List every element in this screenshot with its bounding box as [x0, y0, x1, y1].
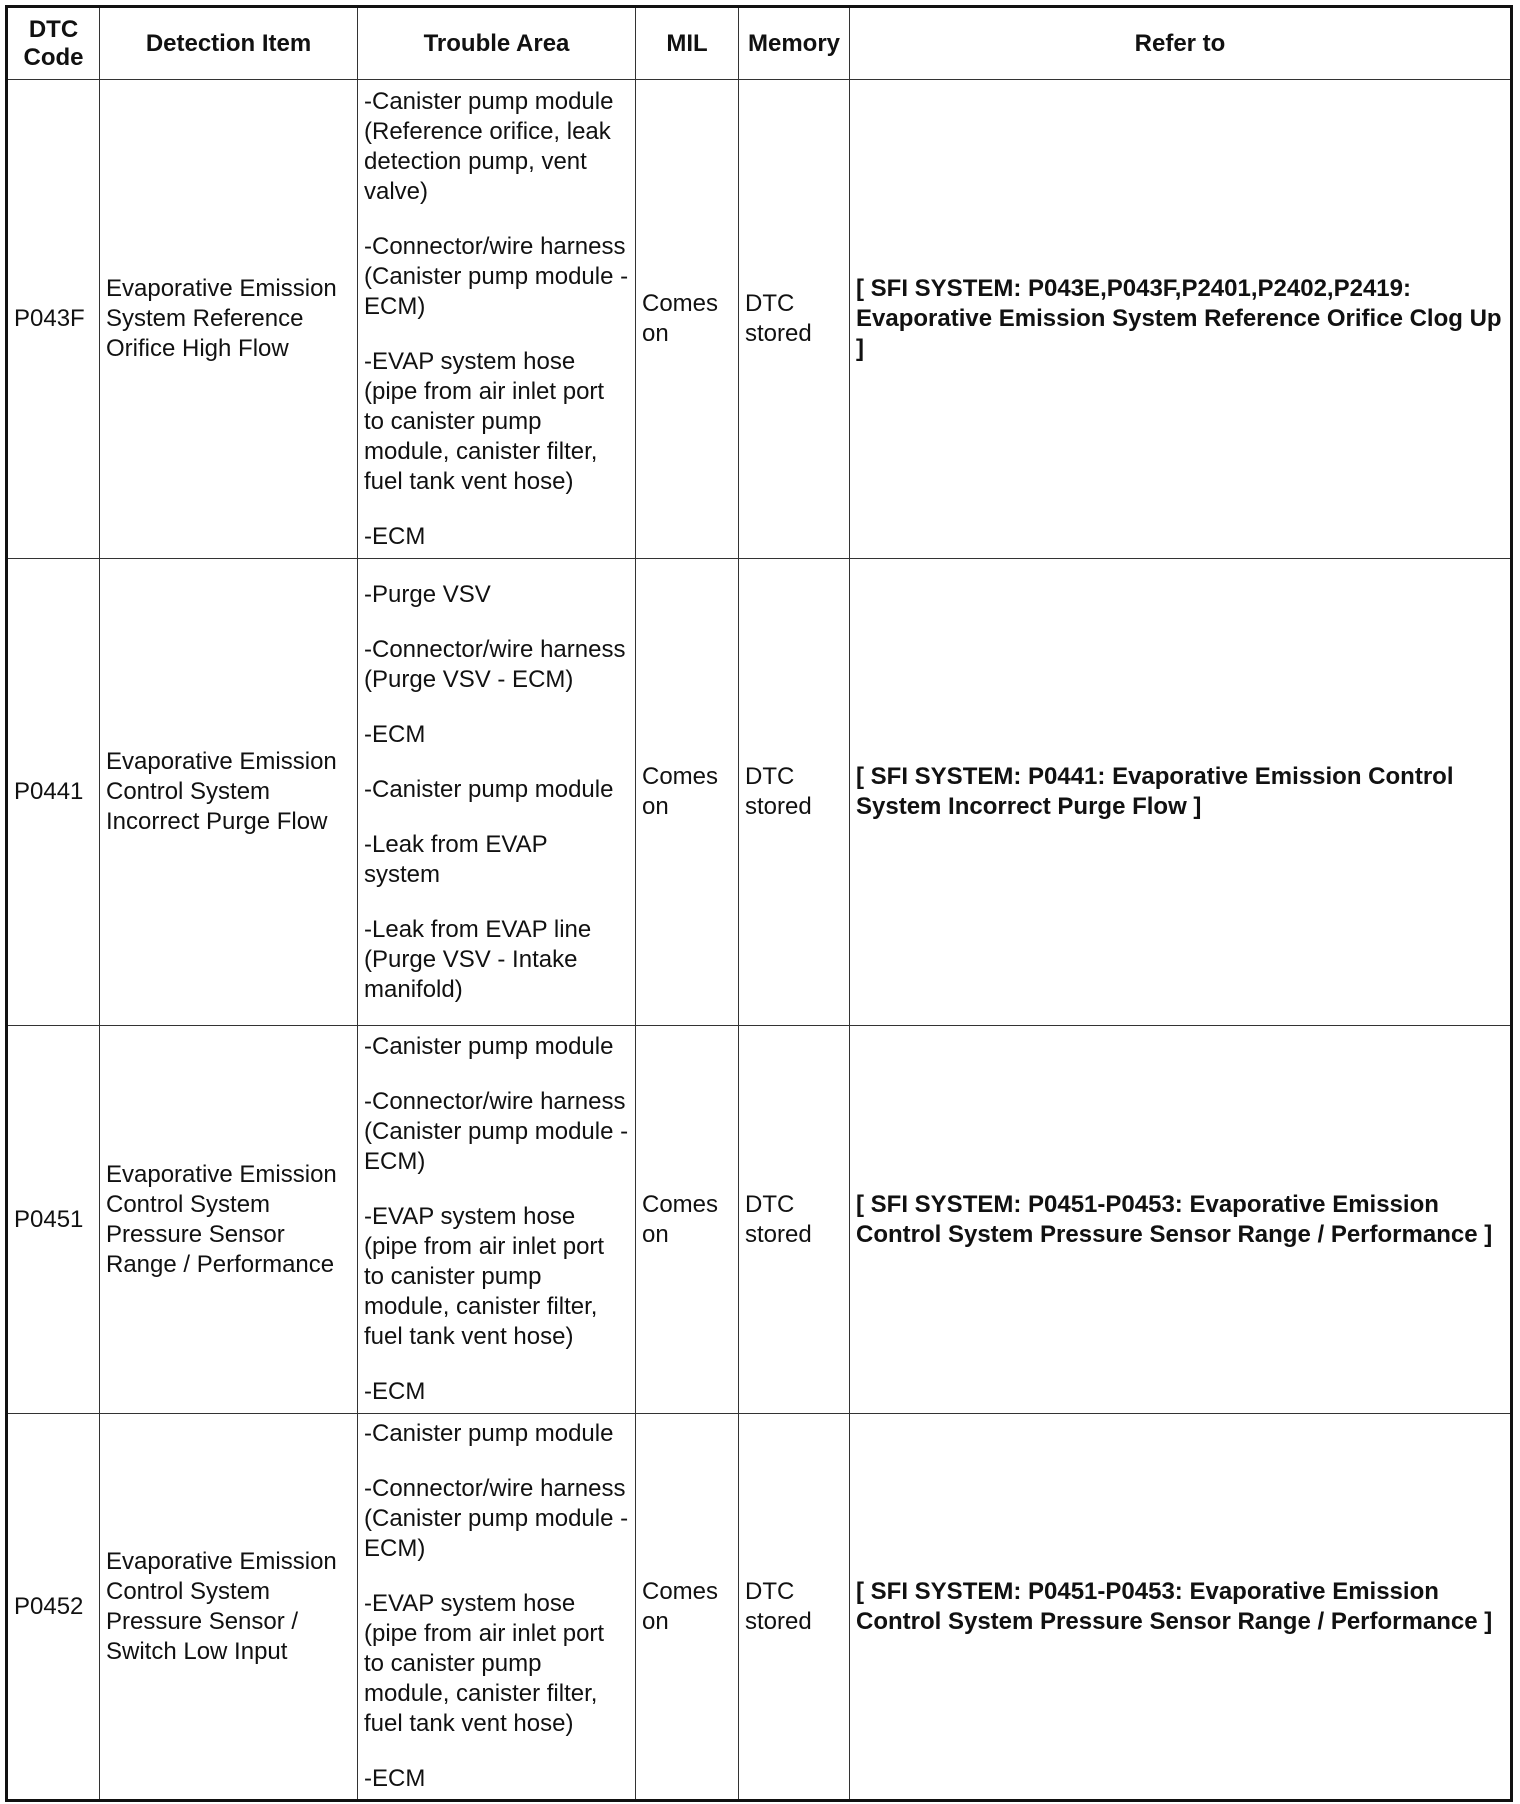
table-header-row [7, 7, 1512, 80]
trouble-area-item: -Canister pump module [364, 1033, 614, 1060]
dtc-code-cell: P0441 [7, 559, 100, 1026]
header-dtc-code: DTC Code [7, 7, 100, 80]
trouble-area-item: -Connector/wire harness (Purge VSV - ECM) [364, 635, 626, 693]
trouble-area-item: -Connector/wire harness (Canister pump module - ECM) [364, 232, 629, 320]
mil-cell: Comes on [636, 559, 739, 1026]
trouble-area-item: -ECM [364, 522, 426, 550]
memory-cell: DTC stored [739, 80, 850, 559]
trouble-area-item: -ECM [364, 720, 426, 748]
memory-cell: DTC stored [739, 1414, 850, 1801]
trouble-area-item: -Canister pump module [364, 775, 614, 803]
trouble-area-item: -Connector/wire harness (Canister pump module - ECM) [364, 1475, 629, 1562]
detection-item-cell: Evaporative Emission Control System Pressure Sensor Range / Performance [100, 1026, 358, 1414]
dtc-code-cell: P0452 [7, 1414, 100, 1801]
trouble-area-cell [358, 1026, 636, 1414]
trouble-area-item: -Leak from EVAP system [364, 830, 548, 888]
trouble-area-item: -EVAP system hose (pipe from air inlet port to canister pump module, canister filter, fuel tank vent hose) [364, 347, 605, 495]
header-memory: Memory [739, 7, 850, 80]
table-row [7, 80, 1512, 559]
refer-to-link[interactable]: [ SFI SYSTEM: P0441: Evaporative Emission Control System Incorrect Purge Flow ] [850, 559, 1512, 1026]
table-row [7, 1414, 1512, 1801]
mil-cell: Comes on [636, 1026, 739, 1414]
memory-cell: DTC stored [739, 559, 850, 1026]
trouble-area-item: -Canister pump module (Reference orifice, leak detection pump, vent valve) [364, 87, 614, 205]
detection-item-cell: Evaporative Emission Control System Pressure Sensor / Switch Low Input [100, 1414, 358, 1801]
trouble-area-item: -Leak from EVAP line (Purge VSV - Intake manifold) [364, 915, 592, 1003]
trouble-area-cell [358, 559, 636, 1026]
dtc-table [5, 5, 1513, 1802]
trouble-area-item: -EVAP system hose (pipe from air inlet port to canister pump module, canister filter, fuel tank vent hose) [364, 1590, 605, 1737]
trouble-area-item: -Connector/wire harness (Canister pump module - ECM) [364, 1088, 629, 1175]
detection-item-cell: Evaporative Emission System Reference Orifice High Flow [100, 80, 358, 559]
trouble-area-item: -EVAP system hose (pipe from air inlet port to canister pump module, canister filter, fuel tank vent hose) [364, 1203, 605, 1350]
header-mil: MIL [636, 7, 739, 80]
memory-cell: DTC stored [739, 1026, 850, 1414]
table-row [7, 1026, 1512, 1414]
trouble-area-item: -ECM [364, 1765, 426, 1792]
refer-to-link[interactable]: [ SFI SYSTEM: P0451-P0453: Evaporative Emission Control System Pressure Sensor Range / Performance ] [850, 1026, 1512, 1414]
dtc-code-cell: P0451 [7, 1026, 100, 1414]
header-detection-item: Detection Item [100, 7, 358, 80]
header-trouble-area: Trouble Area [358, 7, 636, 80]
trouble-area-cell [358, 80, 636, 559]
table-row [7, 559, 1512, 1026]
dtc-code-cell: P043F [7, 80, 100, 559]
trouble-area-item: -Purge VSV [364, 580, 491, 608]
trouble-area-cell [358, 1414, 636, 1801]
refer-to-link[interactable]: [ SFI SYSTEM: P0451-P0453: Evaporative Emission Control System Pressure Sensor Range / Performance ] [850, 1414, 1512, 1801]
trouble-area-item: -Canister pump module [364, 1420, 614, 1447]
mil-cell: Comes on [636, 1414, 739, 1801]
detection-item-cell: Evaporative Emission Control System Incorrect Purge Flow [100, 559, 358, 1026]
trouble-area-item: -ECM [364, 1378, 426, 1405]
mil-cell: Comes on [636, 80, 739, 559]
header-refer-to: Refer to [850, 7, 1512, 80]
refer-to-link[interactable]: [ SFI SYSTEM: P043E,P043F,P2401,P2402,P2419: Evaporative Emission System Reference Orifice Clog Up ] [850, 80, 1512, 559]
